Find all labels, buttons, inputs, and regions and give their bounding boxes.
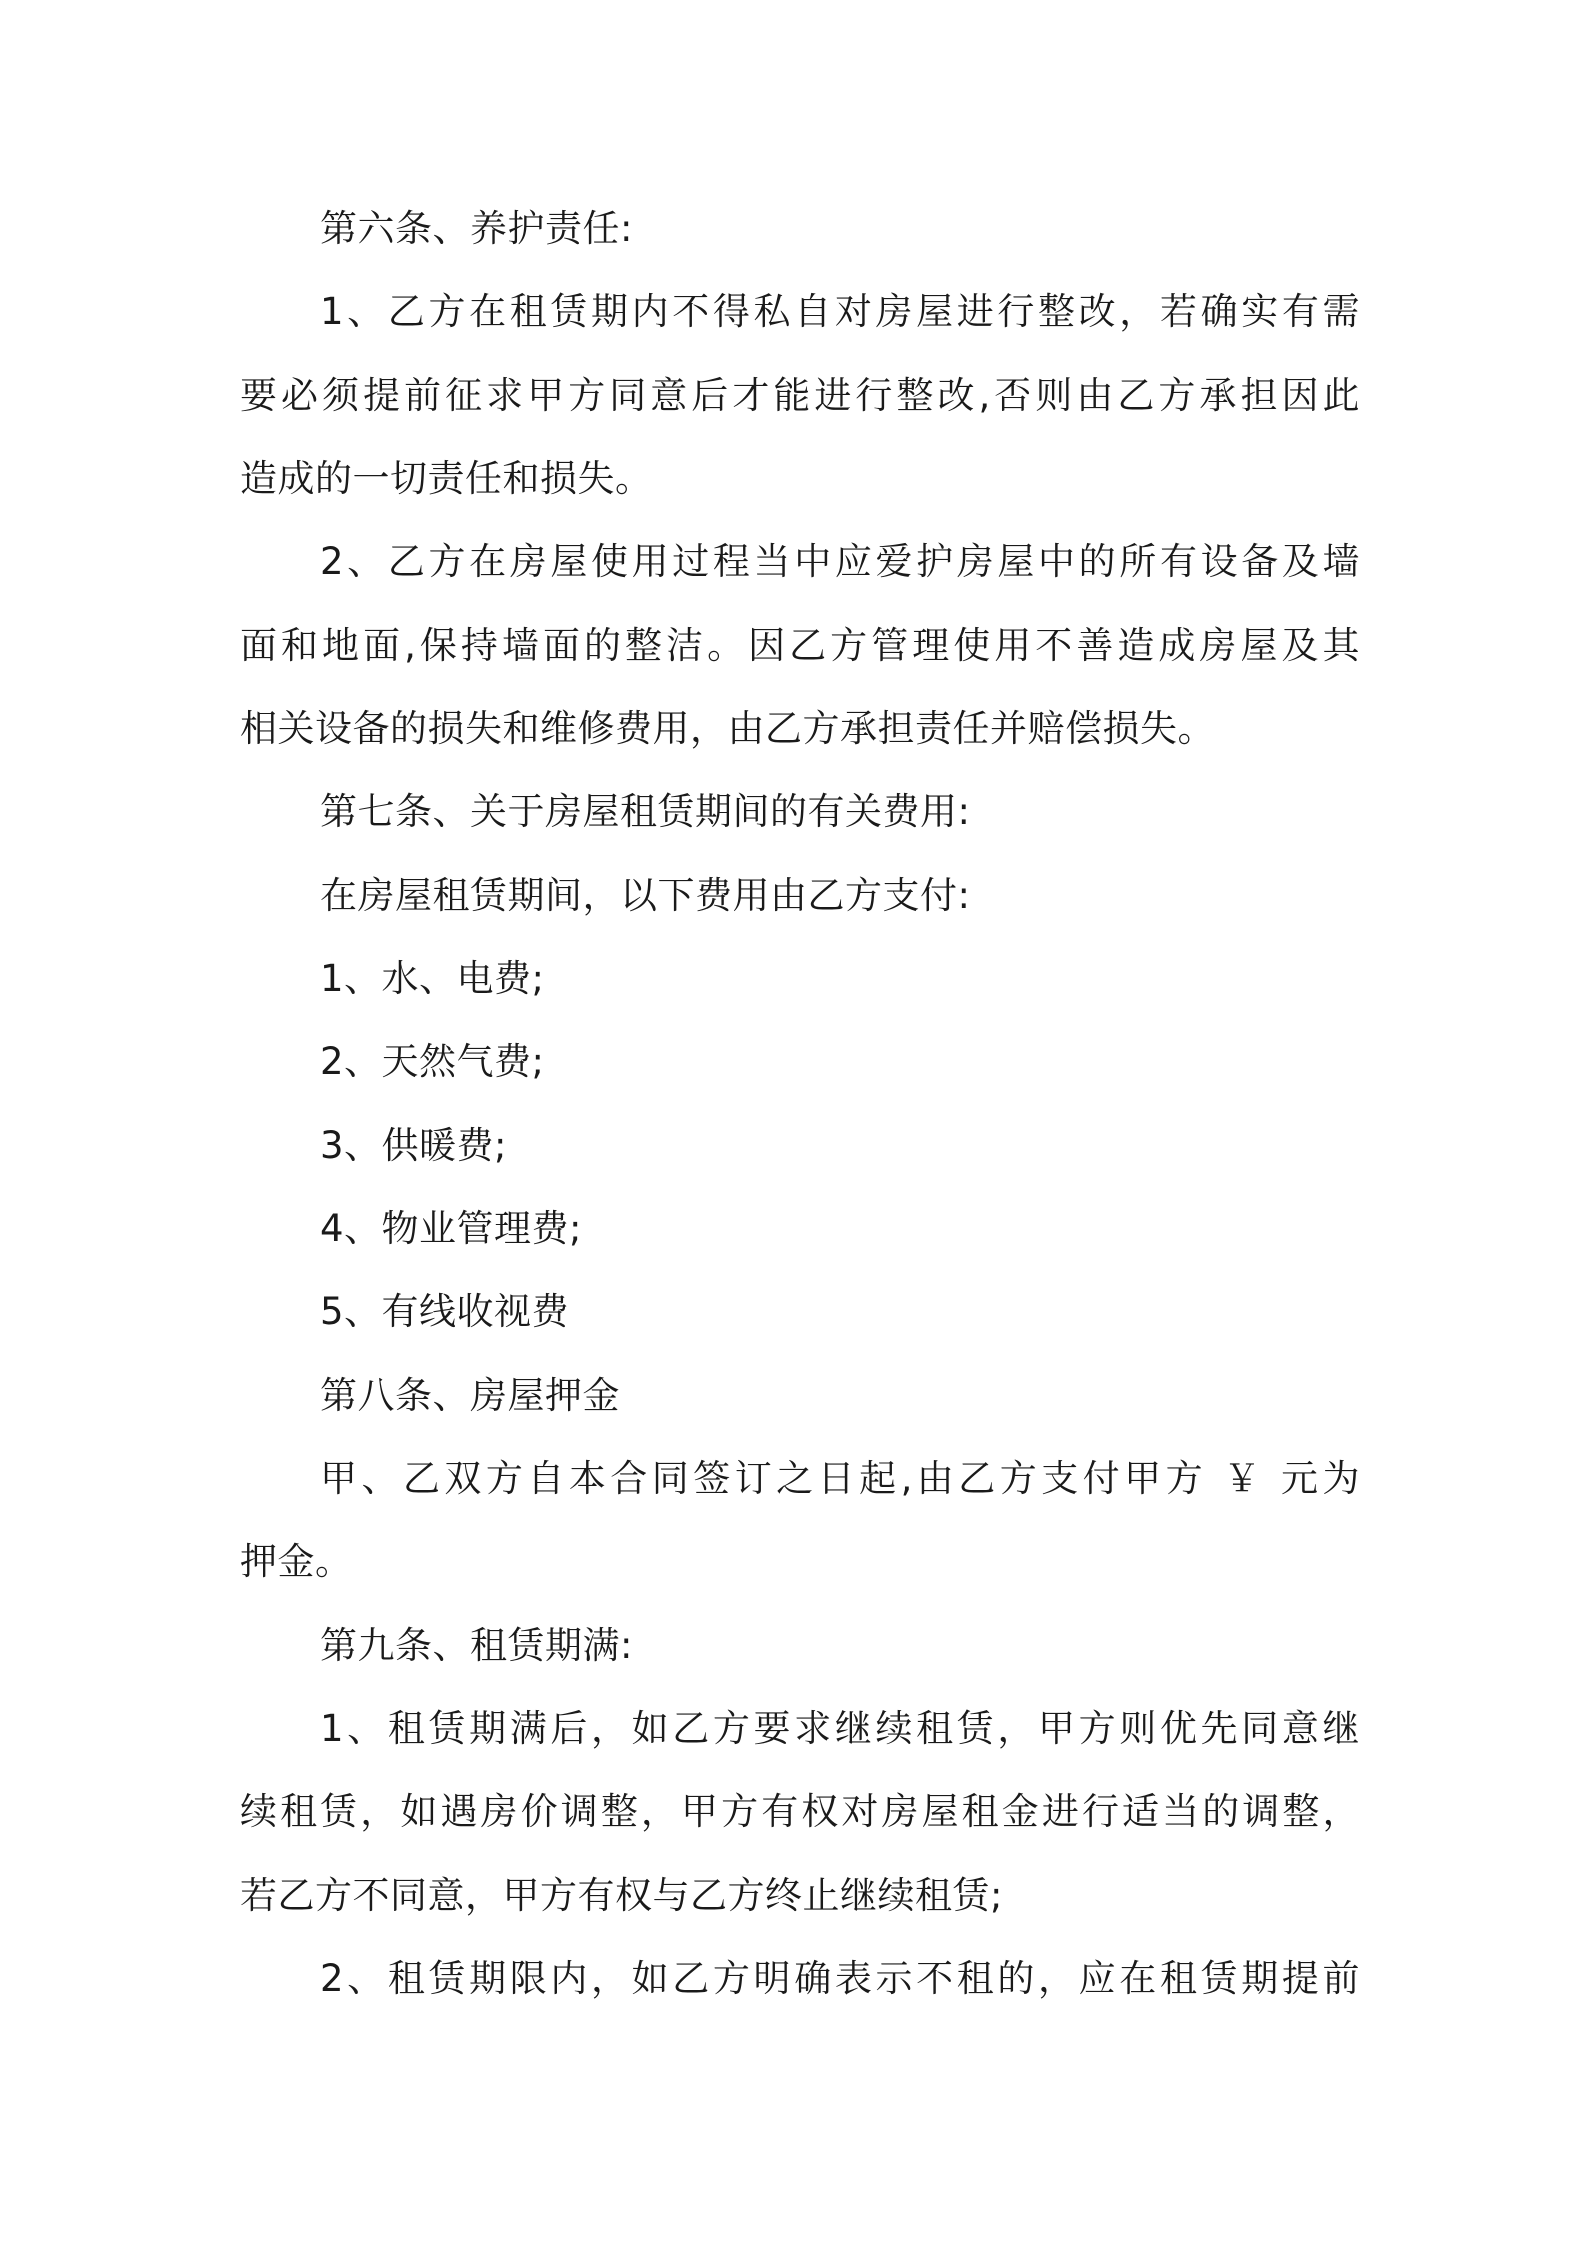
article-7-item-4: 4、物业管理费; [320, 1207, 583, 1250]
article-9-item-2-line-1: 2、租赁期限内，如乙方明确表示不租的，应在租赁期提前 [320, 1957, 1360, 2000]
article-8-body-line-2: 押金。 [240, 1540, 353, 1583]
article-6-item-2-line-2: 面和地面,保持墙面的整洁。因乙方管理使用不善造成房屋及其 [240, 624, 1360, 667]
article-7-item-3: 3、供暖费; [320, 1124, 508, 1167]
article-6-item-1-line-2: 要必须提前征求甲方同意后才能进行整改,否则由乙方承担因此 [240, 374, 1360, 417]
article-9-heading: 第九条、租赁期满: [320, 1624, 633, 1667]
article-7-intro: 在房屋租赁期间，以下费用由乙方支付: [320, 874, 971, 917]
article-8-heading: 第八条、房屋押金 [320, 1374, 620, 1417]
article-9-item-1-line-2: 续租赁，如遇房价调整，甲方有权对房屋租金进行适当的调整， [240, 1790, 1360, 1833]
article-6-item-2-line-1: 2、乙方在房屋使用过程当中应爱护房屋中的所有设备及墙 [320, 540, 1360, 583]
article-6-item-2-line-3: 相关设备的损失和维修费用，由乙方承担责任并赔偿损失。 [240, 707, 1215, 750]
article-7-item-5: 5、有线收视费 [320, 1290, 570, 1333]
article-8-body-line-1: 甲、乙双方自本合同签订之日起,由乙方支付甲方 ￥ 元为 [320, 1457, 1360, 1500]
article-6-item-1-line-3: 造成的一切责任和损失。 [240, 457, 653, 500]
article-9-item-1-line-1: 1、租赁期满后，如乙方要求继续租赁，甲方则优先同意继 [320, 1707, 1360, 1750]
article-7-item-1: 1、水、电费; [320, 957, 545, 1000]
article-7-heading: 第七条、关于房屋租赁期间的有关费用: [320, 790, 971, 833]
article-7-item-2: 2、天然气费; [320, 1040, 545, 1083]
article-6-item-1-line-1: 1、乙方在租赁期内不得私自对房屋进行整改，若确实有需 [320, 290, 1360, 333]
article-9-item-1-line-3: 若乙方不同意，甲方有权与乙方终止继续租赁; [240, 1874, 1003, 1917]
article-6-heading: 第六条、养护责任: [320, 207, 633, 250]
